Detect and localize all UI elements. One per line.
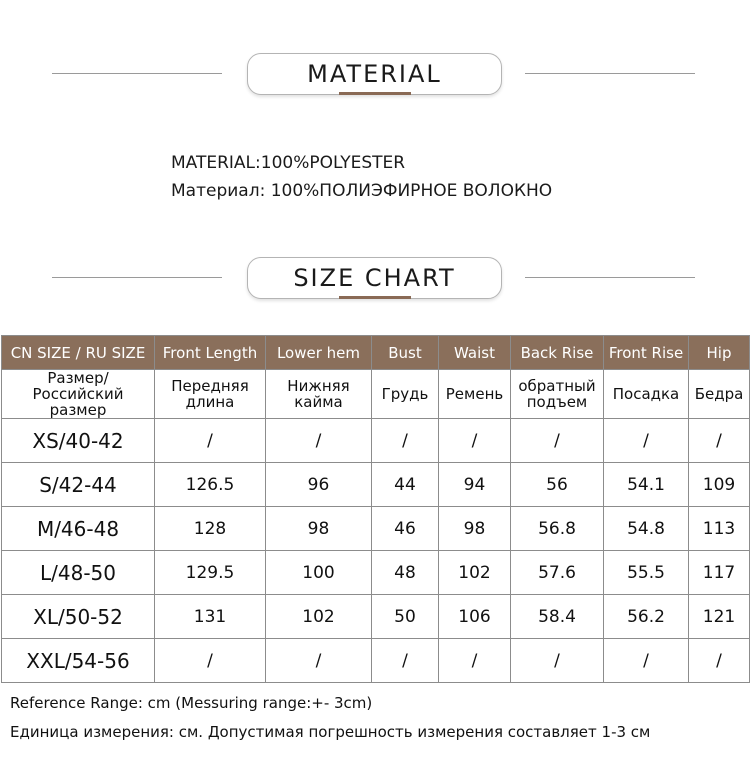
table-row (2, 507, 750, 551)
material-line-en: MATERIAL:100%POLYESTER (171, 153, 406, 173)
size-cell: XL/50-52 (2, 595, 155, 639)
table-row (2, 463, 750, 507)
front-length-cell: 131 (155, 595, 266, 639)
size-chart-heading (247, 257, 502, 299)
waist-cell: 98 (439, 507, 511, 551)
header-hip: Hip (689, 336, 750, 370)
material-heading-text: MATERIAL (307, 60, 442, 88)
waist-cell: 94 (439, 463, 511, 507)
back-rise-cell: 58.4 (511, 595, 604, 639)
back-rise-cell: 57.6 (511, 551, 604, 595)
size-cell: M/46-48 (2, 507, 155, 551)
back-rise-cell: / (511, 419, 604, 463)
front-length-cell: / (155, 639, 266, 683)
bust-cell: / (372, 419, 439, 463)
header-back-rise: Back Rise (511, 336, 604, 370)
material-heading-underline (339, 92, 411, 95)
size-cell: XXL/54-56 (2, 639, 155, 683)
measurement-unit-note: Единица измерения: см. Допустимая погрешность измерения составляет 1-3 см (10, 723, 651, 741)
size-chart-table (1, 335, 750, 683)
waist-cell: 102 (439, 551, 511, 595)
bust-cell: 46 (372, 507, 439, 551)
header-ru-back-rise: обратный подъем (511, 370, 604, 419)
size-cell: L/48-50 (2, 551, 155, 595)
waist-cell: 106 (439, 595, 511, 639)
size-chart-heading-text: SIZE CHART (293, 264, 456, 292)
header-ru-waist: Ремень (439, 370, 511, 419)
size-cell: XS/40-42 (2, 419, 155, 463)
waist-cell: / (439, 419, 511, 463)
table-row (2, 595, 750, 639)
table-header-ru (2, 370, 750, 419)
lower-hem-cell: / (266, 639, 372, 683)
front-length-cell: 129.5 (155, 551, 266, 595)
hip-cell: 113 (689, 507, 750, 551)
back-rise-cell: 56 (511, 463, 604, 507)
hip-cell: / (689, 419, 750, 463)
back-rise-cell: 56.8 (511, 507, 604, 551)
size-chart-heading-underline (339, 296, 411, 299)
front-rise-cell: / (604, 419, 689, 463)
header-front-length: Front Length (155, 336, 266, 370)
hip-cell: 117 (689, 551, 750, 595)
bust-cell: 48 (372, 551, 439, 595)
bust-cell: 50 (372, 595, 439, 639)
header-lower-hem: Lower hem (266, 336, 372, 370)
front-rise-cell: 55.5 (604, 551, 689, 595)
hip-cell: 109 (689, 463, 750, 507)
material-heading (247, 53, 502, 95)
header-waist: Waist (439, 336, 511, 370)
header-front-rise: Front Rise (604, 336, 689, 370)
front-length-cell: 126.5 (155, 463, 266, 507)
hip-cell: / (689, 639, 750, 683)
front-rise-cell: 54.8 (604, 507, 689, 551)
size-cell: S/42-44 (2, 463, 155, 507)
table-row (2, 551, 750, 595)
header-cn-ru-size: CN SIZE / RU SIZE (2, 336, 155, 370)
front-length-cell: 128 (155, 507, 266, 551)
header-ru-size: Размер/Российский размер (2, 370, 155, 419)
hip-cell: 121 (689, 595, 750, 639)
size-chart-rule-right (525, 277, 695, 278)
table-row (2, 419, 750, 463)
lower-hem-cell: 102 (266, 595, 372, 639)
lower-hem-cell: / (266, 419, 372, 463)
size-chart-rule-left (52, 277, 222, 278)
back-rise-cell: / (511, 639, 604, 683)
material-line-ru: Материал: 100%ПОЛИЭФИРНОЕ ВОЛОКНО (171, 181, 553, 201)
lower-hem-cell: 100 (266, 551, 372, 595)
table-row (2, 639, 750, 683)
lower-hem-cell: 98 (266, 507, 372, 551)
header-ru-bust: Грудь (372, 370, 439, 419)
header-ru-front-length: Передняя длина (155, 370, 266, 419)
reference-range-note: Reference Range: cm (Messuring range:+- 3cm) (10, 694, 373, 712)
bust-cell: 44 (372, 463, 439, 507)
header-ru-front-rise: Посадка (604, 370, 689, 419)
header-ru-lower-hem: Нижняя кайма (266, 370, 372, 419)
header-bust: Bust (372, 336, 439, 370)
material-rule-right (525, 73, 695, 74)
front-rise-cell: 56.2 (604, 595, 689, 639)
front-length-cell: / (155, 419, 266, 463)
front-rise-cell: / (604, 639, 689, 683)
lower-hem-cell: 96 (266, 463, 372, 507)
material-rule-left (52, 73, 222, 74)
front-rise-cell: 54.1 (604, 463, 689, 507)
table-header-en (2, 336, 750, 370)
header-ru-hip: Бедра (689, 370, 750, 419)
bust-cell: / (372, 639, 439, 683)
waist-cell: / (439, 639, 511, 683)
